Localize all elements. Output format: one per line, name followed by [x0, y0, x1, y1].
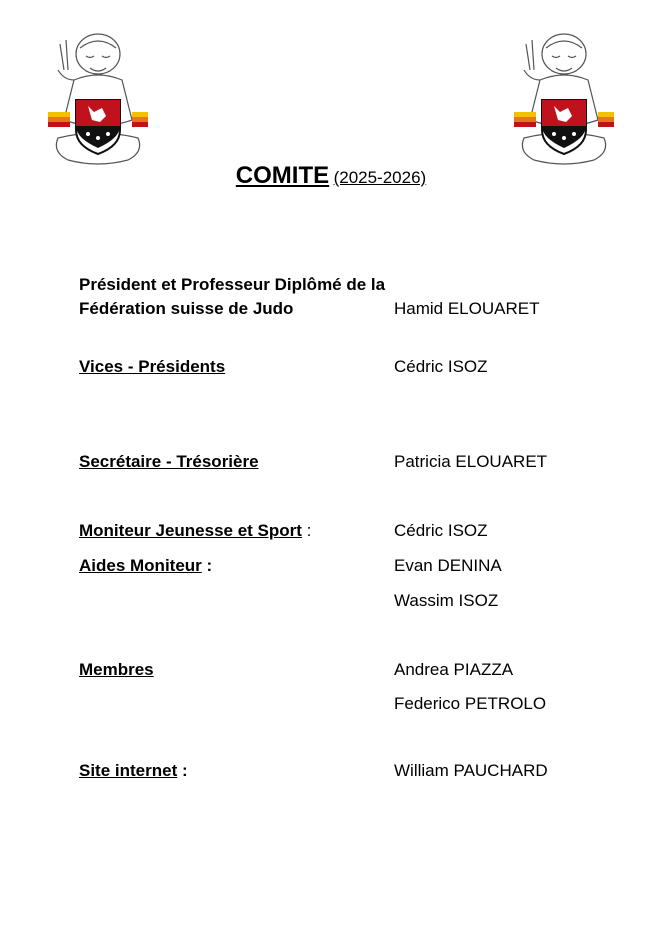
role-label-suffix: : [301, 521, 312, 540]
role-label-instructor [79, 519, 311, 543]
title-years: (2025-2026) [333, 168, 427, 187]
role-label-text: Site internet [79, 761, 178, 780]
role-label-website [79, 759, 188, 783]
role-label-text: Aides Moniteur [79, 556, 202, 575]
role-label-secretary-treasurer: Secrétaire - Trésorière [79, 452, 259, 471]
role-label-vice-presidents: Vices - Présidents [79, 357, 226, 376]
role-name: Cédric ISOZ [394, 357, 488, 376]
role-name: Hamid ELOUARET [394, 299, 540, 318]
role-label-members: Membres [79, 660, 154, 679]
role-label-text: Moniteur Jeunesse et Sport [79, 521, 302, 540]
judo-sensei-crest-icon [46, 26, 150, 170]
title-main: COMITE [235, 162, 330, 189]
role-label-line1: Président et Professeur Diplômé de la [79, 275, 386, 294]
role-name: Wassim ISOZ [394, 591, 499, 610]
role-label-suffix: : [201, 556, 213, 575]
role-name: William PAUCHARD [394, 761, 548, 780]
role-label-assistant-instructors [79, 554, 212, 578]
role-label-line2: Fédération suisse de Judo [79, 299, 294, 318]
role-label-president [79, 273, 385, 321]
role-name: Federico PETROLO [394, 694, 547, 713]
role-name: Patricia ELOUARET [394, 452, 548, 471]
page-title [0, 162, 662, 190]
judo-sensei-crest-icon [512, 26, 616, 170]
role-name: Andrea PIAZZA [394, 660, 514, 679]
role-label-suffix: : [177, 761, 188, 780]
role-name: Evan DENINA [394, 556, 502, 575]
role-name: Cédric ISOZ [394, 521, 488, 540]
